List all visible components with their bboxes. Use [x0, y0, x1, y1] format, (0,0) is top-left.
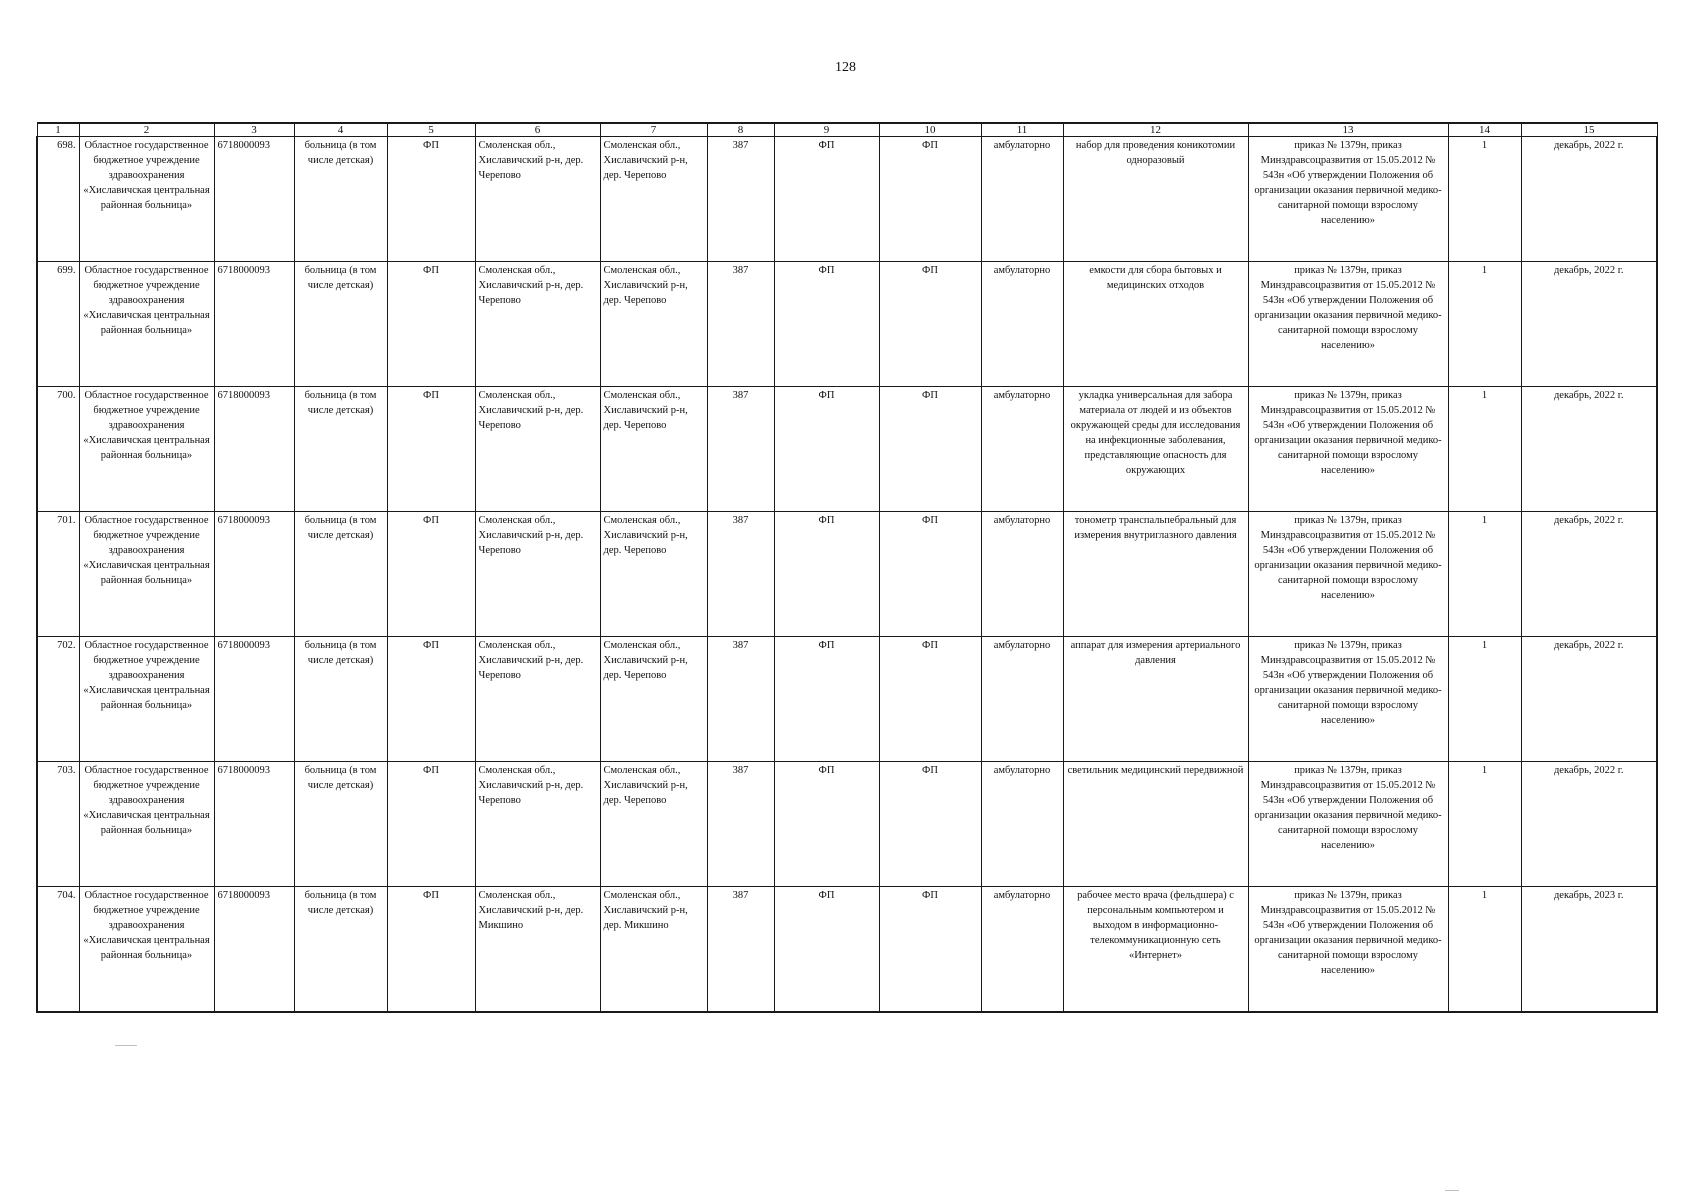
column-number-14: 14 [1448, 123, 1521, 137]
row-number: 699. [37, 262, 79, 387]
subdivision-type: ФП [774, 137, 879, 262]
care-condition: амбулаторно [981, 637, 1063, 762]
table-row [37, 387, 1657, 512]
row-number: 701. [37, 512, 79, 637]
address-actual: Смоленская обл., Хиславичский р-н, дер. Черепово [475, 512, 600, 637]
inn-code: 6718000093 [214, 262, 294, 387]
address-legal: Смоленская обл., Хиславичский р-н, дер. Черепово [600, 762, 707, 887]
inn-code: 6718000093 [214, 637, 294, 762]
care-condition: амбулаторно [981, 387, 1063, 512]
legal-basis: приказ № 1379н, приказ Минздравсоцразвития от 15.05.2012 № 543н «Об утверждении Положения об организации оказания первичной медико-санитарной помощи взрослому населению» [1248, 637, 1448, 762]
scan-artifact [1445, 1190, 1459, 1191]
table-row [37, 512, 1657, 637]
delivery-date: декабрь, 2023 г. [1521, 887, 1657, 1012]
quantity: 1 [1448, 762, 1521, 887]
unit-type: ФП [387, 762, 475, 887]
subdivision-kind: ФП [879, 637, 981, 762]
legal-basis: приказ № 1379н, приказ Минздравсоцразвития от 15.05.2012 № 543н «Об утверждении Положения об организации оказания первичной медико-санитарной помощи взрослому населению» [1248, 762, 1448, 887]
column-number-8: 8 [707, 123, 774, 137]
row-number: 702. [37, 637, 79, 762]
inn-code: 6718000093 [214, 387, 294, 512]
address-legal: Смоленская обл., Хиславичский р-н, дер. Черепово [600, 637, 707, 762]
institution-name: Областное государственное бюджетное учреждение здравоохранения «Хиславичская центральная районная больница» [79, 387, 214, 512]
subdivision-type: ФП [774, 637, 879, 762]
facility-type: больница (в том числе детская) [294, 637, 387, 762]
subdivision-type: ФП [774, 262, 879, 387]
table-row [37, 762, 1657, 887]
page-number: 128 [835, 60, 856, 75]
column-number-15: 15 [1521, 123, 1657, 137]
code-value: 387 [707, 762, 774, 887]
address-actual: Смоленская обл., Хиславичский р-н, дер. Микшино [475, 887, 600, 1012]
subdivision-type: ФП [774, 762, 879, 887]
care-condition: амбулаторно [981, 762, 1063, 887]
code-value: 387 [707, 387, 774, 512]
column-number-7: 7 [600, 123, 707, 137]
equipment-name: рабочее место врача (фельдшера) с персональным компьютером и выходом в информационно-телекоммуникационную сеть «Интернет» [1063, 887, 1248, 1012]
inn-code: 6718000093 [214, 887, 294, 1012]
table-row [37, 637, 1657, 762]
column-number-13: 13 [1248, 123, 1448, 137]
address-legal: Смоленская обл., Хиславичский р-н, дер. Черепово [600, 512, 707, 637]
subdivision-type: ФП [774, 512, 879, 637]
subdivision-type: ФП [774, 387, 879, 512]
address-actual: Смоленская обл., Хиславичский р-н, дер. Черепово [475, 637, 600, 762]
row-number: 704. [37, 887, 79, 1012]
institution-name: Областное государственное бюджетное учреждение здравоохранения «Хиславичская центральная районная больница» [79, 262, 214, 387]
delivery-date: декабрь, 2022 г. [1521, 512, 1657, 637]
table-row [37, 137, 1657, 262]
legal-basis: приказ № 1379н, приказ Минздравсоцразвития от 15.05.2012 № 543н «Об утверждении Положения об организации оказания первичной медико-санитарной помощи взрослому населению» [1248, 387, 1448, 512]
legal-basis: приказ № 1379н, приказ Минздравсоцразвития от 15.05.2012 № 543н «Об утверждении Положения об организации оказания первичной медико-санитарной помощи взрослому населению» [1248, 262, 1448, 387]
institution-name: Областное государственное бюджетное учреждение здравоохранения «Хиславичская центральная районная больница» [79, 887, 214, 1012]
column-number-5: 5 [387, 123, 475, 137]
unit-type: ФП [387, 137, 475, 262]
subdivision-kind: ФП [879, 887, 981, 1012]
address-actual: Смоленская обл., Хиславичский р-н, дер. Черепово [475, 137, 600, 262]
delivery-date: декабрь, 2022 г. [1521, 137, 1657, 262]
care-condition: амбулаторно [981, 137, 1063, 262]
column-number-4: 4 [294, 123, 387, 137]
care-condition: амбулаторно [981, 887, 1063, 1012]
quantity: 1 [1448, 262, 1521, 387]
equipment-name: тонометр транспальпебральный для измерения внутриглазного давления [1063, 512, 1248, 637]
equipment-name: укладка универсальная для забора материала от людей и из объектов окружающей среды для исследования на инфекционные заболевания, представляющие опасность для окружающих [1063, 387, 1248, 512]
address-actual: Смоленская обл., Хиславичский р-н, дер. Черепово [475, 387, 600, 512]
code-value: 387 [707, 887, 774, 1012]
quantity: 1 [1448, 512, 1521, 637]
equipment-name: набор для проведения коникотомии одноразовый [1063, 137, 1248, 262]
subdivision-type: ФП [774, 887, 879, 1012]
unit-type: ФП [387, 637, 475, 762]
legal-basis: приказ № 1379н, приказ Минздравсоцразвития от 15.05.2012 № 543н «Об утверждении Положения об организации оказания первичной медико-санитарной помощи взрослому населению» [1248, 137, 1448, 262]
facility-type: больница (в том числе детская) [294, 137, 387, 262]
column-number-row [37, 123, 1657, 137]
column-number-9: 9 [774, 123, 879, 137]
code-value: 387 [707, 512, 774, 637]
subdivision-kind: ФП [879, 512, 981, 637]
scan-artifact [115, 1045, 137, 1046]
table-row [37, 887, 1657, 1012]
equipment-name: емкости для сбора бытовых и медицинских отходов [1063, 262, 1248, 387]
facility-type: больница (в том числе детская) [294, 387, 387, 512]
delivery-date: декабрь, 2022 г. [1521, 387, 1657, 512]
equipment-name: аппарат для измерения артериального давления [1063, 637, 1248, 762]
facility-type: больница (в том числе детская) [294, 512, 387, 637]
quantity: 1 [1448, 637, 1521, 762]
column-number-3: 3 [214, 123, 294, 137]
address-actual: Смоленская обл., Хиславичский р-н, дер. Черепово [475, 262, 600, 387]
row-number: 700. [37, 387, 79, 512]
unit-type: ФП [387, 887, 475, 1012]
legal-basis: приказ № 1379н, приказ Минздравсоцразвития от 15.05.2012 № 543н «Об утверждении Положения об организации оказания первичной медико-санитарной помощи взрослому населению» [1248, 512, 1448, 637]
table-row [37, 262, 1657, 387]
code-value: 387 [707, 137, 774, 262]
quantity: 1 [1448, 387, 1521, 512]
unit-type: ФП [387, 387, 475, 512]
column-number-12: 12 [1063, 123, 1248, 137]
institution-name: Областное государственное бюджетное учреждение здравоохранения «Хиславичская центральная районная больница» [79, 637, 214, 762]
row-number: 703. [37, 762, 79, 887]
address-actual: Смоленская обл., Хиславичский р-н, дер. Черепово [475, 762, 600, 887]
address-legal: Смоленская обл., Хиславичский р-н, дер. Черепово [600, 387, 707, 512]
subdivision-kind: ФП [879, 262, 981, 387]
care-condition: амбулаторно [981, 512, 1063, 637]
delivery-date: декабрь, 2022 г. [1521, 262, 1657, 387]
quantity: 1 [1448, 137, 1521, 262]
registry-table [36, 122, 1658, 1013]
inn-code: 6718000093 [214, 762, 294, 887]
quantity: 1 [1448, 887, 1521, 1012]
facility-type: больница (в том числе детская) [294, 887, 387, 1012]
address-legal: Смоленская обл., Хиславичский р-н, дер. Черепово [600, 262, 707, 387]
subdivision-kind: ФП [879, 762, 981, 887]
inn-code: 6718000093 [214, 137, 294, 262]
equipment-name: светильник медицинский передвижной [1063, 762, 1248, 887]
column-number-11: 11 [981, 123, 1063, 137]
unit-type: ФП [387, 262, 475, 387]
unit-type: ФП [387, 512, 475, 637]
column-number-2: 2 [79, 123, 214, 137]
institution-name: Областное государственное бюджетное учреждение здравоохранения «Хиславичская центральная районная больница» [79, 512, 214, 637]
code-value: 387 [707, 637, 774, 762]
address-legal: Смоленская обл., Хиславичский р-н, дер. Микшино [600, 887, 707, 1012]
delivery-date: декабрь, 2022 г. [1521, 762, 1657, 887]
delivery-date: декабрь, 2022 г. [1521, 637, 1657, 762]
facility-type: больница (в том числе детская) [294, 762, 387, 887]
address-legal: Смоленская обл., Хиславичский р-н, дер. Черепово [600, 137, 707, 262]
row-number: 698. [37, 137, 79, 262]
column-number-1: 1 [37, 123, 79, 137]
care-condition: амбулаторно [981, 262, 1063, 387]
inn-code: 6718000093 [214, 512, 294, 637]
column-number-6: 6 [475, 123, 600, 137]
institution-name: Областное государственное бюджетное учреждение здравоохранения «Хиславичская центральная районная больница» [79, 137, 214, 262]
code-value: 387 [707, 262, 774, 387]
legal-basis: приказ № 1379н, приказ Минздравсоцразвития от 15.05.2012 № 543н «Об утверждении Положения об организации оказания первичной медико-санитарной помощи взрослому населению» [1248, 887, 1448, 1012]
column-number-10: 10 [879, 123, 981, 137]
facility-type: больница (в том числе детская) [294, 262, 387, 387]
subdivision-kind: ФП [879, 137, 981, 262]
institution-name: Областное государственное бюджетное учреждение здравоохранения «Хиславичская центральная районная больница» [79, 762, 214, 887]
subdivision-kind: ФП [879, 387, 981, 512]
